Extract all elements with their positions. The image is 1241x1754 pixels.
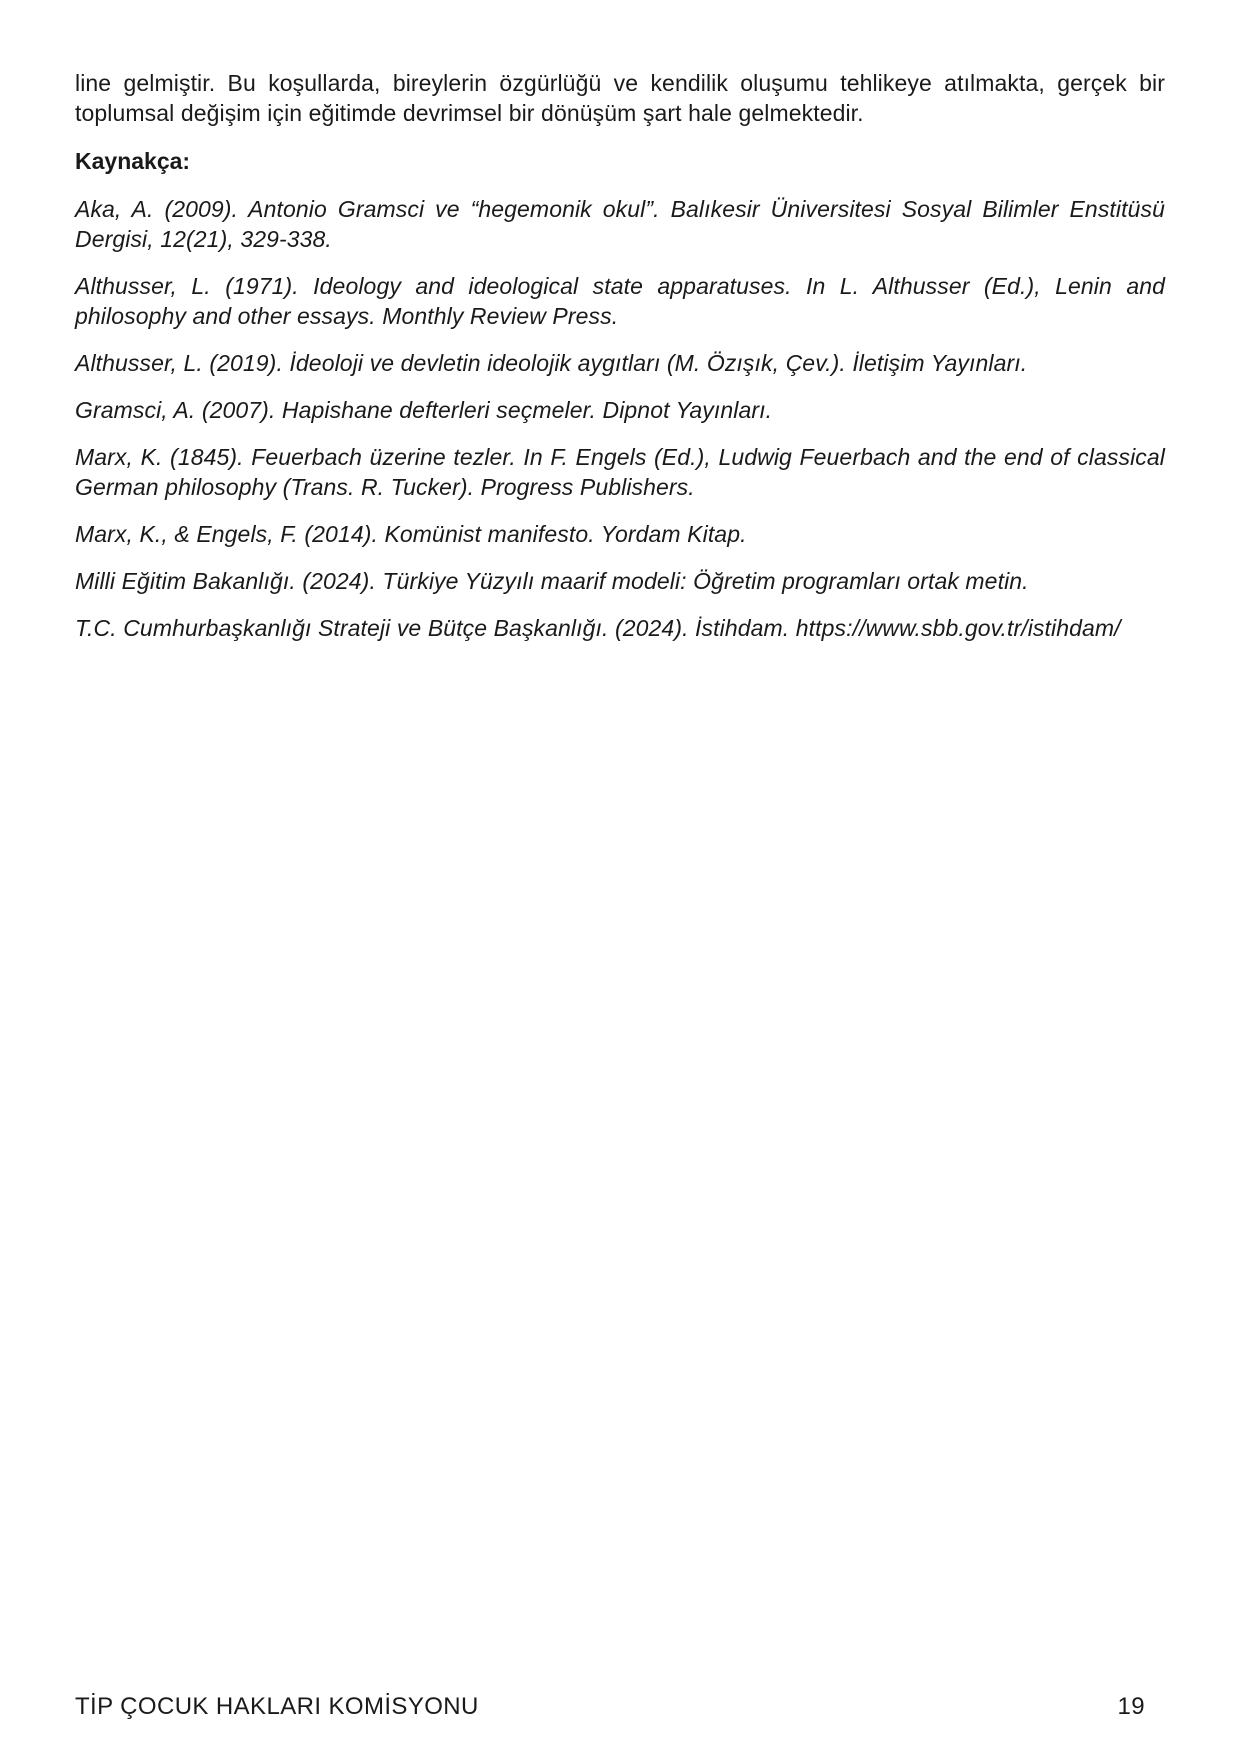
reference-item-aka-2009: Aka, A. (2009). Antonio Gramsci ve “hegemonik okul”. Balıkesir Üniversitesi Sosyal Bilimler Enstitüsü Dergisi, 12(21), 329-338. <box>75 196 1165 252</box>
page-content <box>75 68 1165 660</box>
reference-item-marx-1845: Marx, K. (1845). Feuerbach üzerine tezler. In F. Engels (Ed.), Ludwig Feuerbach and the end of classical German philosophy (Trans. R. Tucker). Progress Publishers. <box>75 444 1165 500</box>
footer-title: TİP ÇOCUK HAKLARI KOMİSYONU <box>75 1693 479 1720</box>
body-paragraph: line gelmiştir. Bu koşullarda, bireylerin özgürlüğü ve kendilik oluşumu tehlikeye atılmakta, gerçek bir toplumsal değişim için eğitimde devrimsel bir dönüşüm şart hale gelmektedir. <box>75 70 1165 126</box>
reference-item-marx-engels-2014: Marx, K., & Engels, F. (2014). Komünist manifesto. Yordam Kitap. <box>75 521 747 547</box>
reference-item-meb-2024: Milli Eğitim Bakanlığı. (2024). Türkiye Yüzyılı maarif modeli: Öğretim programları ortak metin. <box>75 568 1029 594</box>
reference-item-althusser-2019: Althusser, L. (2019). İdeoloji ve devletin ideolojik aygıtları (M. Özışık, Çev.). İletişim Yayınları. <box>75 350 1028 376</box>
reference-item-sbb-2024: T.C. Cumhurbaşkanlığı Strateji ve Bütçe Başkanlığı. (2024). İstihdam. https://www.sbb.​gov.tr/istihdam/ <box>75 615 1121 641</box>
reference-item-gramsci-2007: Gramsci, A. (2007). Hapishane defterleri seçmeler. Dipnot Yayınları. <box>75 397 773 423</box>
page-footer <box>75 1692 1145 1722</box>
references-heading: Kaynakça: <box>75 148 191 174</box>
page-number: 19 <box>1117 1693 1145 1720</box>
reference-item-althusser-1971: Althusser, L. (1971). Ideology and ideological state apparatuses. In L. Althusser (Ed.), Lenin and philosophy and other essays. Monthly Review Press. <box>75 273 1165 329</box>
reference-list <box>75 194 1165 643</box>
